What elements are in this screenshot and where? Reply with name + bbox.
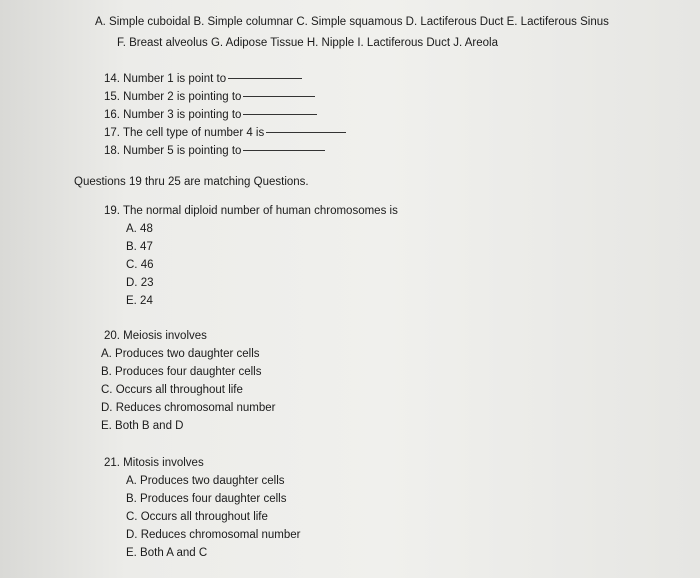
q20-option-c[interactable]: C. Occurs all throughout life [101, 384, 243, 396]
q19-option-d[interactable]: D. 23 [126, 277, 154, 289]
answer-blank-15[interactable] [243, 96, 315, 98]
answer-blank-18[interactable] [243, 150, 325, 152]
question-16 [104, 108, 317, 122]
question-14 [104, 72, 302, 86]
q20-option-e[interactable]: E. Both B and D [101, 420, 184, 432]
question-18 [104, 144, 325, 158]
question-19: 19. The normal diploid number of human chromosomes is [104, 205, 398, 217]
question-15-text: 15. Number 2 is pointing to [104, 91, 242, 103]
question-15 [104, 90, 315, 104]
q21-option-b[interactable]: B. Produces four daughter cells [126, 493, 287, 505]
q21-option-d[interactable]: D. Reduces chromosomal number [126, 529, 301, 541]
question-17 [104, 126, 346, 140]
answer-blank-16[interactable] [243, 114, 317, 116]
q21-option-a[interactable]: A. Produces two daughter cells [126, 475, 285, 487]
answer-key-line-2: F. Breast alveolus G. Adipose Tissue H. Nipple I. Lactiferous Duct J. Areola [117, 37, 498, 49]
question-17-text: 17. The cell type of number 4 is [104, 127, 265, 139]
question-14-text: 14. Number 1 is point to [104, 73, 227, 85]
q20-option-a[interactable]: A. Produces two daughter cells [101, 348, 260, 360]
question-21: 21. Mitosis involves [104, 457, 204, 469]
answer-key-line-1: A. Simple cuboidal B. Simple columnar C. Simple squamous D. Lactiferous Duct E. Lactiferous Sinus [95, 16, 609, 28]
q20-option-b[interactable]: B. Produces four daughter cells [101, 366, 262, 378]
q19-option-b[interactable]: B. 47 [126, 241, 153, 253]
section-heading: Questions 19 thru 25 are matching Questions. [74, 176, 309, 188]
q19-option-a[interactable]: A. 48 [126, 223, 153, 235]
q21-option-c[interactable]: C. Occurs all throughout life [126, 511, 268, 523]
question-16-text: 16. Number 3 is pointing to [104, 109, 242, 121]
answer-blank-14[interactable] [228, 78, 302, 80]
q19-option-c[interactable]: C. 46 [126, 259, 154, 271]
q21-option-e[interactable]: E. Both A and C [126, 547, 208, 559]
question-18-text: 18. Number 5 is pointing to [104, 145, 242, 157]
q19-option-e[interactable]: E. 24 [126, 295, 153, 307]
question-20: 20. Meiosis involves [104, 330, 207, 342]
answer-blank-17[interactable] [266, 132, 346, 134]
q20-option-d[interactable]: D. Reduces chromosomal number [101, 402, 276, 414]
